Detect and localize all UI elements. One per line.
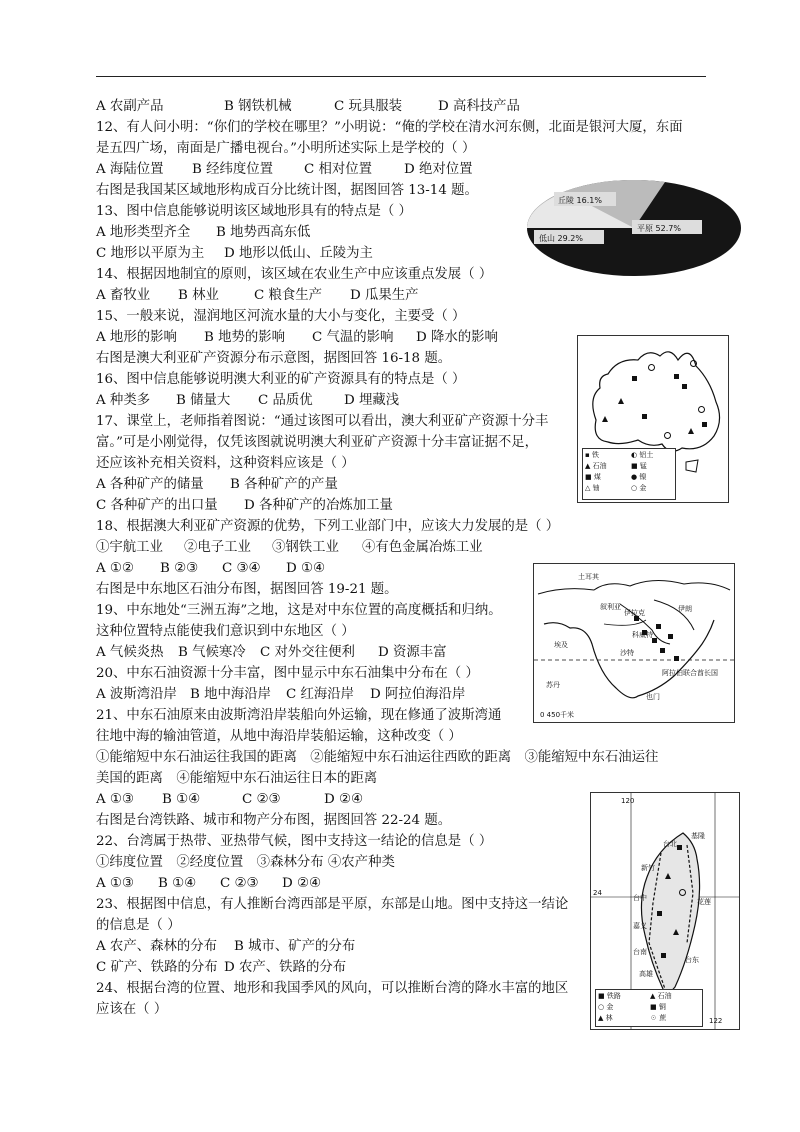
map-label: 伊拉克 xyxy=(624,609,645,617)
option: D ②④ xyxy=(324,792,364,807)
option: C 对外交往便利 xyxy=(260,645,355,660)
australia-minerals-map xyxy=(577,335,729,503)
text-line: 12、有人问小明：“你们的学校在哪里？”小明说：“俺的学校在清水河东侧，北面是银河大厦，东面 xyxy=(96,120,683,135)
legend-item: △ 铀 xyxy=(585,483,600,492)
taiwan-legend xyxy=(595,989,703,1027)
option: B 各种矿产的产量 xyxy=(230,477,338,492)
text-line: 19、中东地处“三洲五海”之地，这是对中东位置的高度概括和归纳。 xyxy=(96,603,502,618)
city-label: 高雄 xyxy=(639,970,653,978)
legend-item: ☉ 蔗 xyxy=(650,1013,667,1022)
option: C 气温的影响 xyxy=(312,330,394,345)
option: D 降水的影响 xyxy=(416,330,498,345)
product-mark xyxy=(679,889,686,896)
legend-item: ■ 锰 xyxy=(631,461,647,470)
lat-label: 24 xyxy=(593,889,602,897)
option: A 地形的影响 xyxy=(96,330,177,345)
pie-label-hill: 丘陵 16.1% xyxy=(558,196,602,205)
city-label: 台南 xyxy=(633,948,647,956)
option: C 红海沿岸 xyxy=(286,687,355,702)
map-label: 苏丹 xyxy=(546,681,560,689)
option: A ①③ xyxy=(96,792,134,807)
mineral-mark xyxy=(688,428,694,434)
option: A ①② xyxy=(96,561,134,576)
option: A 波斯湾沿岸 xyxy=(96,687,177,702)
option: C 各种矿产的出口量 xyxy=(96,498,218,513)
legend-item: ■ 煤 xyxy=(585,472,601,481)
pie-label-lowmountain: 低山 29.2% xyxy=(539,234,583,243)
option: A 农产、森林的分布 xyxy=(96,939,218,954)
text-line: 20、中东石油资源十分丰富，图中显示中东石油集中分布在（ ） xyxy=(96,666,479,681)
option: C ③④ xyxy=(222,561,261,576)
header-rule xyxy=(96,76,706,77)
option: B ②③ xyxy=(160,561,199,576)
text-line: 右图是我国某区域地形构成百分比统计图，据图回答 13-14 题。 xyxy=(96,183,478,198)
map-label: 阿拉伯联合酋长国 xyxy=(662,669,718,677)
taiwan-map xyxy=(590,792,740,1030)
text-line: 应该在（ ） xyxy=(96,1002,168,1017)
lon-label: 122 xyxy=(709,1017,723,1025)
city-label: 台北 xyxy=(663,840,677,848)
map-label: 伊朗 xyxy=(678,605,692,613)
product-mark xyxy=(677,845,682,850)
options-line xyxy=(96,96,708,117)
legend-item: ▲ 林 xyxy=(598,1013,613,1022)
legend-item: ○ 金 xyxy=(631,483,647,492)
text-line: 往地中海的输油管道，从地中海沿岸装船运输，这种改变（ ） xyxy=(96,729,462,744)
text-line: 是五四广场，南面是广播电视台。”小明所述实际上是学校的（ ） xyxy=(96,141,476,156)
mineral-mark xyxy=(702,422,707,427)
oil-mark xyxy=(674,656,679,661)
map-label: 沙特 xyxy=(620,649,634,657)
lon-label: 120 xyxy=(621,797,635,805)
pie-label-plain: 平原 52.7% xyxy=(637,224,681,233)
legend-item: ◐ 铝土 xyxy=(631,450,654,459)
text-line: 右图是台湾铁路、城市和物产分布图，据图回答 22-24 题。 xyxy=(96,813,452,828)
option: B 钢铁机械 xyxy=(224,99,292,114)
option: C 玩具服装 xyxy=(334,99,403,114)
text-line: 右图是澳大利亚矿产资源分布示意图，据图回答 16-18 题。 xyxy=(96,351,452,366)
option: A 各种矿产的储量 xyxy=(96,477,204,492)
legend-item: ○ 金 xyxy=(598,1002,614,1011)
option: C 品质优 xyxy=(258,393,313,408)
option: B 林业 xyxy=(178,288,219,303)
mineral-mark xyxy=(690,360,697,367)
text-line: 22、台湾属于热带、亚热带气候，图中支持这一结论的信息是（ ） xyxy=(96,834,493,849)
text-line: 还应该补充相关资料，这种资料应该是（ ） xyxy=(96,456,355,471)
option: D 农产、铁路的分布 xyxy=(224,960,347,975)
option: ②电子工业 xyxy=(184,540,251,555)
option: D ②④ xyxy=(282,876,322,891)
city-label: 嘉义 xyxy=(633,922,647,930)
text-line: 15、一般来说，湿润地区河流水量的大小与变化，主要受（ ） xyxy=(96,309,466,324)
option: ④有色金属冶炼工业 xyxy=(362,540,483,555)
text-line: 23、根据图中信息，有人推断台湾西部是平原，东部是山地。图中支持这一结论 xyxy=(96,897,569,912)
city-label: 台中 xyxy=(633,894,647,902)
city-label: 花莲 xyxy=(697,898,711,906)
legend-item: ● 镍 xyxy=(631,472,647,481)
text-line: 右图是中东地区石油分布图，据图回答 19-21 题。 xyxy=(96,582,398,597)
australia-legend xyxy=(582,448,676,500)
oil-mark xyxy=(660,648,665,653)
text-line: 14、根据因地制宜的原则，该区域在农业生产中应该重点发展（ ） xyxy=(96,267,493,282)
text-line: 13、图中信息能够说明该区域地形具有的特点是（ ） xyxy=(96,204,412,219)
city-label: 台东 xyxy=(685,956,699,964)
mineral-mark xyxy=(674,374,679,379)
mineral-mark xyxy=(698,406,705,413)
map-label: 科威特 xyxy=(632,631,653,639)
scale-bar: 0 450千米 xyxy=(540,711,575,719)
map-label: 埃及 xyxy=(554,641,568,649)
text-line: 美国的距离 ④能缩短中东石油运往日本的距离 xyxy=(96,771,378,786)
option: A ①③ xyxy=(96,876,134,891)
option: D 绝对位置 xyxy=(404,162,473,177)
map-label: 也门 xyxy=(646,693,660,701)
mineral-mark xyxy=(642,414,647,419)
mineral-mark xyxy=(648,364,655,371)
option: C 相对位置 xyxy=(304,162,373,177)
option: C ②③ xyxy=(242,792,281,807)
option: B ①④ xyxy=(162,792,201,807)
mineral-mark xyxy=(632,376,637,381)
option: ①宇航工业 xyxy=(96,540,163,555)
product-mark xyxy=(665,873,671,879)
option: B 储量大 xyxy=(176,393,231,408)
legend-item: ■ 铜 xyxy=(650,1002,666,1011)
options-line xyxy=(96,537,708,558)
option: D 高科技产品 xyxy=(438,99,520,114)
text-line: 17、课堂上，老师指着图说：“通过该图可以看出，澳大利亚矿产资源十分丰 xyxy=(96,414,549,429)
option: A 种类多 xyxy=(96,393,151,408)
landform-pie-svg xyxy=(525,178,743,278)
text-line: 18、根据澳大利亚矿产资源的优势，下列工业部门中，应该大力发展的是（ ） xyxy=(96,519,560,534)
city-label: 基隆 xyxy=(691,832,705,840)
option: D ①④ xyxy=(286,561,326,576)
option: D 资源丰富 xyxy=(378,645,447,660)
map-label: 叙利亚 xyxy=(600,603,621,611)
text-line: 富。”可是小刚觉得，仅凭该图就说明澳大利亚矿产资源十分丰富证据不足， xyxy=(96,435,539,450)
middle-east-oil-map xyxy=(533,563,735,723)
product-mark xyxy=(657,911,662,916)
option: D 地形以低山、丘陵为主 xyxy=(224,246,373,261)
mineral-mark xyxy=(602,416,608,422)
option: D 瓜果生产 xyxy=(350,288,419,303)
option: C ②③ xyxy=(220,876,259,891)
text-line: ①纬度位置 ②经度位置 ③森林分布 ④农产种类 xyxy=(96,855,395,870)
legend-item: ▲ 石油 xyxy=(585,461,607,470)
option: D 各种矿产的冶炼加工量 xyxy=(244,498,393,513)
option: C 矿产、铁路的分布 xyxy=(96,960,218,975)
option: C 地形以平原为主 xyxy=(96,246,205,261)
options-line xyxy=(96,159,708,180)
option: B 气候寒冷 xyxy=(178,645,246,660)
legend-item: ▲ 石油 xyxy=(650,991,672,1000)
option: ③钢铁工业 xyxy=(272,540,339,555)
mineral-mark xyxy=(682,384,687,389)
legend-item: ■ 铁路 xyxy=(598,991,621,1000)
text-line: ①能缩短中东石油运往我国的距离 ②能缩短中东石油运往西欧的距离 ③能缩短中东石油运往 xyxy=(96,750,659,765)
mineral-mark xyxy=(664,432,671,439)
landform-pie-figure xyxy=(525,178,743,278)
option: A 地形类型齐全 xyxy=(96,225,191,240)
text-line: 24、根据台湾的位置、地形和我国季风的风向，可以推断台湾的降水丰富的地区 xyxy=(96,981,569,996)
option: B ①④ xyxy=(158,876,197,891)
option: D 埋藏浅 xyxy=(344,393,400,408)
option: B 地势西高东低 xyxy=(216,225,311,240)
text-line: 的信息是（ ） xyxy=(96,918,181,933)
text-line: 16、图中信息能够说明澳大利亚的矿产资源具有的特点是（ ） xyxy=(96,372,466,387)
product-mark xyxy=(661,953,666,958)
mineral-mark xyxy=(618,398,624,404)
legend-item: ▪ 铁 xyxy=(585,450,599,459)
text-line: 这种位置特点能使我们意识到中东地区（ ） xyxy=(96,624,355,639)
text-line: 21、中东石油原来由波斯湾沿岸装船向外运输，现在修通了波斯湾通 xyxy=(96,708,502,723)
option: B 地中海沿岸 xyxy=(190,687,272,702)
option: B 经纬度位置 xyxy=(192,162,274,177)
city-label: 新竹 xyxy=(641,864,655,872)
option: B 地势的影响 xyxy=(204,330,286,345)
options-line xyxy=(96,285,708,306)
map-label: 土耳其 xyxy=(578,573,599,581)
option: A 畜牧业 xyxy=(96,288,151,303)
option: D 阿拉伯海沿岸 xyxy=(370,687,466,702)
option: B 城市、矿产的分布 xyxy=(234,939,356,954)
option: A 海陆位置 xyxy=(96,162,164,177)
option: A 农副产品 xyxy=(96,99,164,114)
oil-mark xyxy=(656,624,661,629)
oil-mark xyxy=(668,634,673,639)
option: C 粮食生产 xyxy=(254,288,323,303)
option: A 气候炎热 xyxy=(96,645,164,660)
product-mark xyxy=(673,929,679,935)
